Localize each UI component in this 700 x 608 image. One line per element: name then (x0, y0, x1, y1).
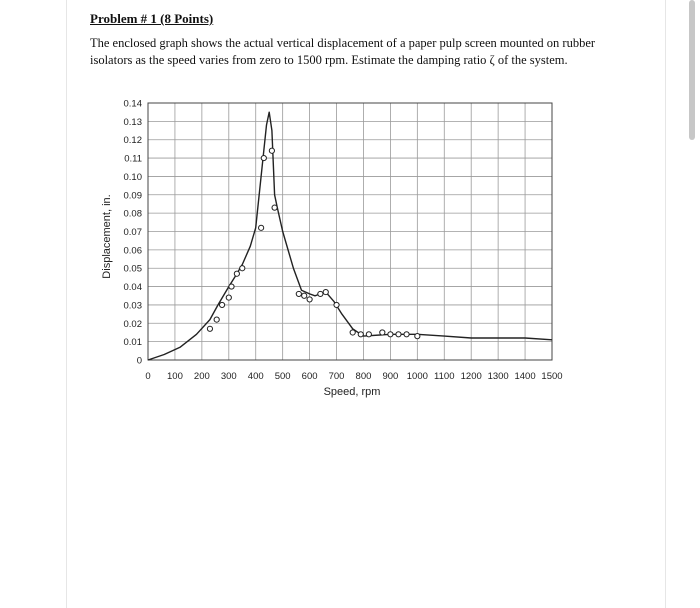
x-tick-label: 1300 (487, 371, 509, 382)
x-tick-label: 1100 (434, 371, 455, 382)
x-tick-label: 300 (220, 371, 237, 382)
x-tick-label: 800 (355, 371, 372, 382)
x-tick-label: 1500 (541, 371, 563, 382)
data-point (269, 148, 274, 153)
problem-text: The enclosed graph shows the actual vertical displacement of a paper pulp screen mounted on rubber isolators as the speed varies from zero to 1500 rpm. Estimate the damping ratio ζ of the system. (90, 36, 596, 67)
x-tick-label: 0 (145, 371, 151, 382)
data-point (234, 271, 239, 276)
y-tick-label: 0.11 (124, 153, 142, 165)
problem-heading: Problem # 1 (8 Points) (90, 11, 214, 26)
data-point (334, 302, 339, 307)
x-tick-label: 1400 (514, 371, 536, 382)
x-tick-label: 100 (167, 371, 183, 382)
data-point (318, 291, 323, 296)
data-point (259, 225, 264, 230)
data-point (219, 302, 224, 307)
data-point (214, 317, 219, 322)
data-point (380, 330, 385, 335)
y-tick-label: 0.07 (123, 227, 142, 238)
x-tick-label: 1200 (460, 371, 482, 382)
data-point (240, 266, 245, 271)
data-point (358, 332, 363, 337)
y-tick-label: 0.05 (123, 263, 142, 275)
data-point (207, 326, 212, 331)
x-tick-label: 700 (328, 371, 345, 382)
data-point (366, 332, 371, 337)
x-axis-label: Speed, rpm (323, 386, 381, 398)
y-tick-label: 0 (136, 355, 142, 367)
y-tick-label: 0.09 (123, 190, 142, 202)
x-tick-label: 200 (193, 371, 210, 382)
x-tick-label: 600 (301, 371, 318, 382)
data-point (323, 289, 328, 294)
x-tick-label: 500 (274, 371, 291, 382)
data-point (388, 332, 393, 337)
y-axis-label: Displacement, in. (101, 194, 113, 279)
y-tick-label: 0.06 (123, 245, 142, 257)
data-point (404, 332, 409, 337)
x-tick-label: 900 (382, 371, 399, 382)
data-point (229, 284, 234, 289)
data-point (396, 332, 401, 337)
y-tick-label: 0.12 (123, 135, 142, 147)
x-tick-label: 400 (247, 371, 264, 382)
y-tick-label: 0.10 (123, 171, 142, 183)
y-tick-label: 0.02 (123, 318, 142, 330)
x-tick-label: 1000 (406, 371, 428, 382)
data-point (415, 334, 420, 339)
data-point (296, 291, 301, 296)
data-point (261, 155, 266, 160)
data-point (307, 297, 312, 302)
y-tick-label: 0.13 (123, 116, 142, 128)
y-tick-label: 0.08 (123, 208, 142, 220)
y-tick-label: 0.03 (123, 300, 142, 312)
data-point (302, 293, 307, 298)
data-point (350, 330, 355, 335)
data-point (272, 205, 277, 210)
y-tick-label: 0.01 (123, 337, 142, 349)
data-point (226, 295, 231, 300)
y-tick-label: 0.14 (123, 98, 142, 110)
y-tick-label: 0.04 (123, 282, 142, 294)
series-line (148, 112, 552, 360)
